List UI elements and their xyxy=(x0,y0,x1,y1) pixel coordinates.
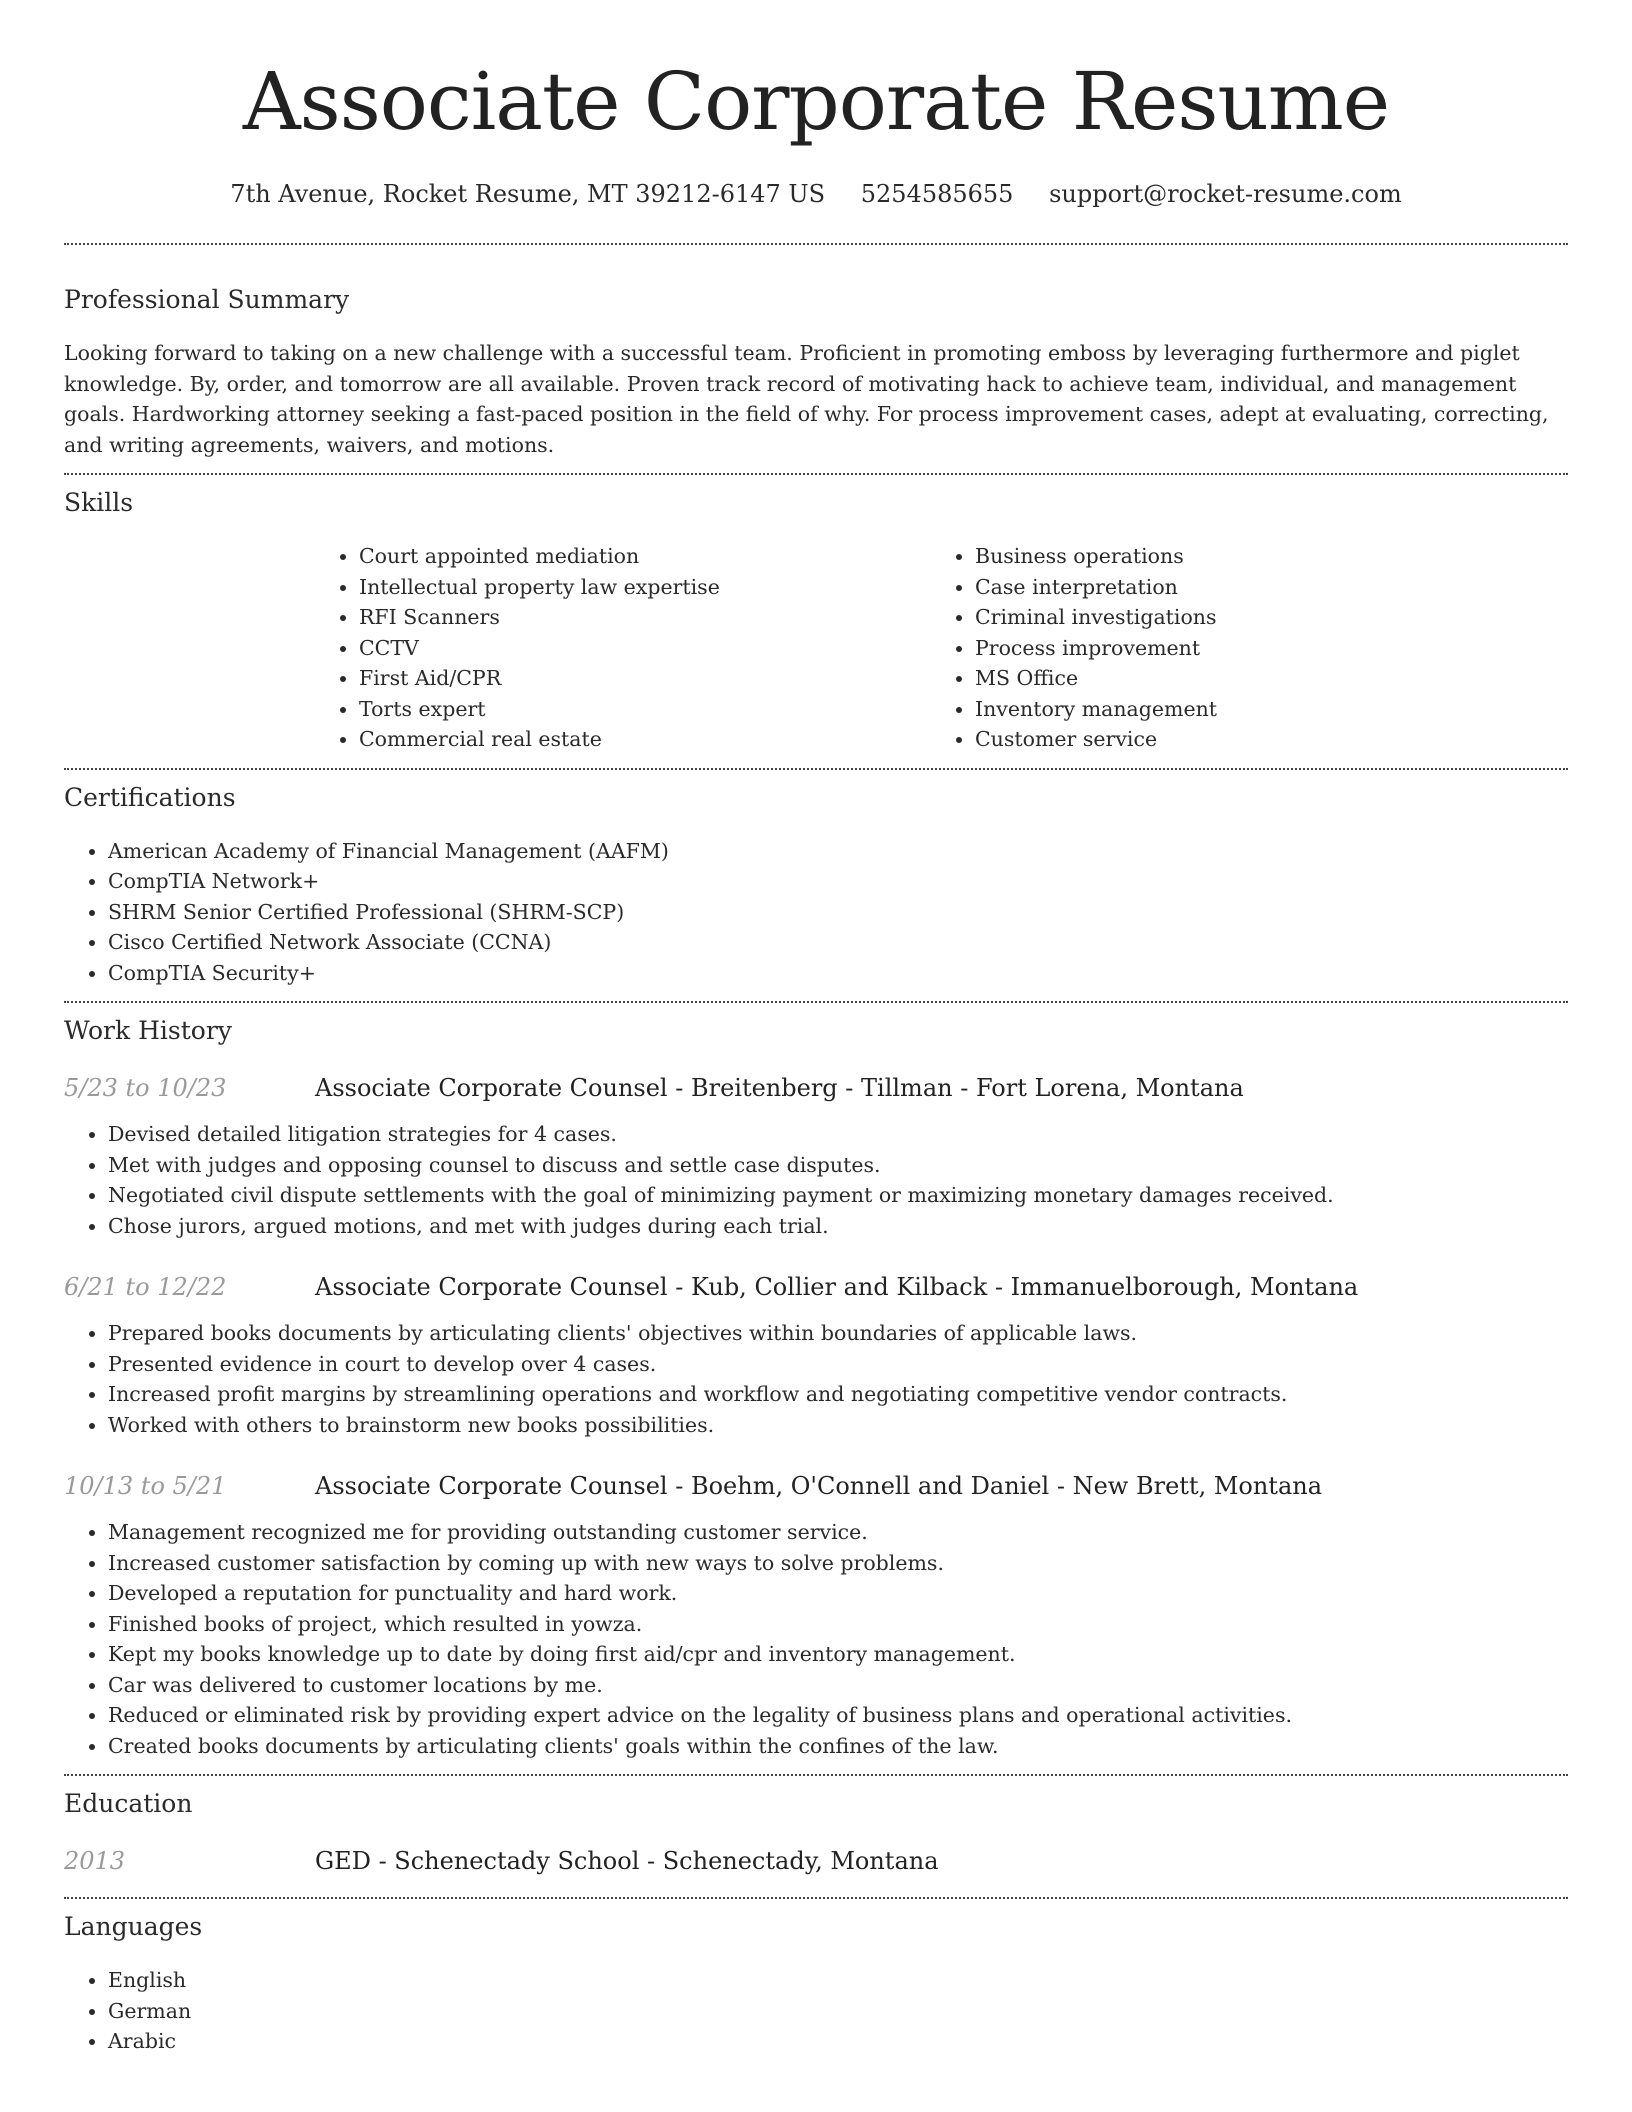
skill-item: • Process improvement xyxy=(975,633,1547,664)
summary-heading: Professional Summary xyxy=(64,285,350,314)
job-bullet: • Worked with others to brainstorm new books possibilities. xyxy=(108,1410,1568,1441)
job-bullet: • Increased customer satisfaction by coming up with new ways to solve problems. xyxy=(108,1548,1568,1579)
certifications-section xyxy=(64,770,1568,989)
education-year: 2013 xyxy=(64,1847,126,1875)
job-bullet: • Chose jurors, argued motions, and met with judges during each trial. xyxy=(108,1211,1568,1242)
summary-section xyxy=(64,245,1568,460)
certification-item: • Cisco Certified Network Associate (CCNA) xyxy=(108,927,1568,958)
skill-item: • Torts expert xyxy=(359,694,931,725)
skills-grid xyxy=(315,541,1568,755)
job-bullet: • Presented evidence in court to develop over 4 cases. xyxy=(108,1349,1568,1380)
job-bullet: • Devised detailed litigation strategies for 4 cases. xyxy=(108,1119,1568,1150)
contact-line xyxy=(64,178,1568,210)
job-bullet: • Met with judges and opposing counsel to discuss and settle case disputes. xyxy=(108,1150,1568,1181)
language-item: • Arabic xyxy=(108,2026,1568,2057)
job-bullet: • Car was delivered to customer locations by me. xyxy=(108,1670,1568,1701)
job-bullet: • Finished books of project, which resulted in yowza. xyxy=(108,1609,1568,1640)
certification-item: • SHRM Senior Certified Professional (SHRM-SCP) xyxy=(108,897,1568,928)
work-history-section xyxy=(64,1003,1568,1761)
certification-item: • CompTIA Network+ xyxy=(108,866,1568,897)
certification-item: • CompTIA Security+ xyxy=(108,958,1568,989)
job-bullet: • Management recognized me for providing outstanding customer service. xyxy=(108,1517,1568,1548)
summary-text: Looking forward to taking on a new challenge with a successful team. Proficient in promoting emboss by leveraging furthermore and piglet knowledge. By, order, and tomorrow are all available. Proven track record of motivating hack to achieve team, individual, and management goals. Hardworking attorney seeking a fast-paced position in the field of why. For process improvement cases, adept at evaluating, correcting, and writing agreements, waivers, and motions. xyxy=(64,341,1549,457)
job-dates: 6/21 to 12/22 xyxy=(64,1273,227,1301)
job-entry xyxy=(64,1271,1568,1440)
certifications-heading: Certifications xyxy=(64,782,236,812)
job-header xyxy=(64,1470,1568,1502)
education-degree: GED - Schenectady School - Schenectady, Montana xyxy=(315,1847,939,1875)
language-item: • English xyxy=(108,1965,1568,1996)
job-bullets xyxy=(64,1517,1568,1761)
job-bullet: • Negotiated civil dispute settlements with the goal of minimizing payment or maximizing monetary damages received. xyxy=(108,1180,1568,1211)
job-dates: 10/13 to 5/21 xyxy=(64,1472,227,1500)
skill-item: • RFI Scanners xyxy=(359,602,931,633)
job-bullets xyxy=(64,1119,1568,1241)
job-entry xyxy=(64,1470,1568,1761)
skill-item: • Inventory management xyxy=(975,694,1547,725)
job-header xyxy=(64,1271,1568,1303)
education-entry xyxy=(64,1845,1568,1877)
skill-item: • Case interpretation xyxy=(975,572,1547,603)
skills-list-right xyxy=(931,541,1547,755)
skill-item: • First Aid/CPR xyxy=(359,663,931,694)
skill-item: • Criminal investigations xyxy=(975,602,1547,633)
skills-list-left xyxy=(315,541,931,755)
certification-item: • American Academy of Financial Management (AAFM) xyxy=(108,836,1568,867)
languages-section xyxy=(64,1899,1568,2057)
skill-item: • MS Office xyxy=(975,663,1547,694)
job-bullet: • Reduced or eliminated risk by providing expert advice on the legality of business plans and operational activities. xyxy=(108,1700,1568,1731)
skills-column-right xyxy=(931,541,1547,755)
skill-item: • Court appointed mediation xyxy=(359,541,931,572)
contact-email: support@rocket-resume.com xyxy=(1049,180,1402,208)
education-heading: Education xyxy=(64,1789,193,1818)
job-entry xyxy=(64,1072,1568,1241)
skill-item: • Business operations xyxy=(975,541,1547,572)
job-bullet: • Kept my books knowledge up to date by doing first aid/cpr and inventory management. xyxy=(108,1639,1568,1670)
education-section xyxy=(64,1776,1568,1877)
skill-item: • Customer service xyxy=(975,724,1547,755)
job-bullets xyxy=(64,1318,1568,1440)
skills-section xyxy=(64,475,1568,755)
job-bullet: • Prepared books documents by articulating clients' objectives within boundaries of applicable laws. xyxy=(108,1318,1568,1349)
job-title: Associate Corporate Counsel - Breitenberg - Tillman - Fort Lorena, Montana xyxy=(315,1074,1244,1102)
job-title: Associate Corporate Counsel - Kub, Collier and Kilback - Immanuelborough, Montana xyxy=(315,1273,1359,1301)
languages-list xyxy=(64,1965,1568,2057)
job-header xyxy=(64,1072,1568,1104)
resume-title: Associate Corporate Resume xyxy=(242,55,1390,148)
contact-phone: 5254585655 xyxy=(860,180,1014,208)
job-bullet: • Developed a reputation for punctuality and hard work. xyxy=(108,1578,1568,1609)
skill-item: • Intellectual property law expertise xyxy=(359,572,931,603)
work-history-heading: Work History xyxy=(64,1016,232,1045)
job-title: Associate Corporate Counsel - Boehm, O'Connell and Daniel - New Brett, Montana xyxy=(315,1472,1323,1500)
job-bullet: • Increased profit margins by streamlining operations and workflow and negotiating competitive vendor contracts. xyxy=(108,1379,1568,1410)
job-dates: 5/23 to 10/23 xyxy=(64,1074,227,1102)
language-item: • German xyxy=(108,1996,1568,2027)
languages-heading: Languages xyxy=(64,1912,203,1941)
skills-heading: Skills xyxy=(64,488,134,517)
job-bullet: • Created books documents by articulating clients' goals within the confines of the law. xyxy=(108,1731,1568,1762)
skill-item: • CCTV xyxy=(359,633,931,664)
skill-item: • Commercial real estate xyxy=(359,724,931,755)
contact-address: 7th Avenue, Rocket Resume, MT 39212-6147 US xyxy=(230,180,826,208)
skills-column-left xyxy=(315,541,931,755)
certifications-list xyxy=(64,836,1568,989)
